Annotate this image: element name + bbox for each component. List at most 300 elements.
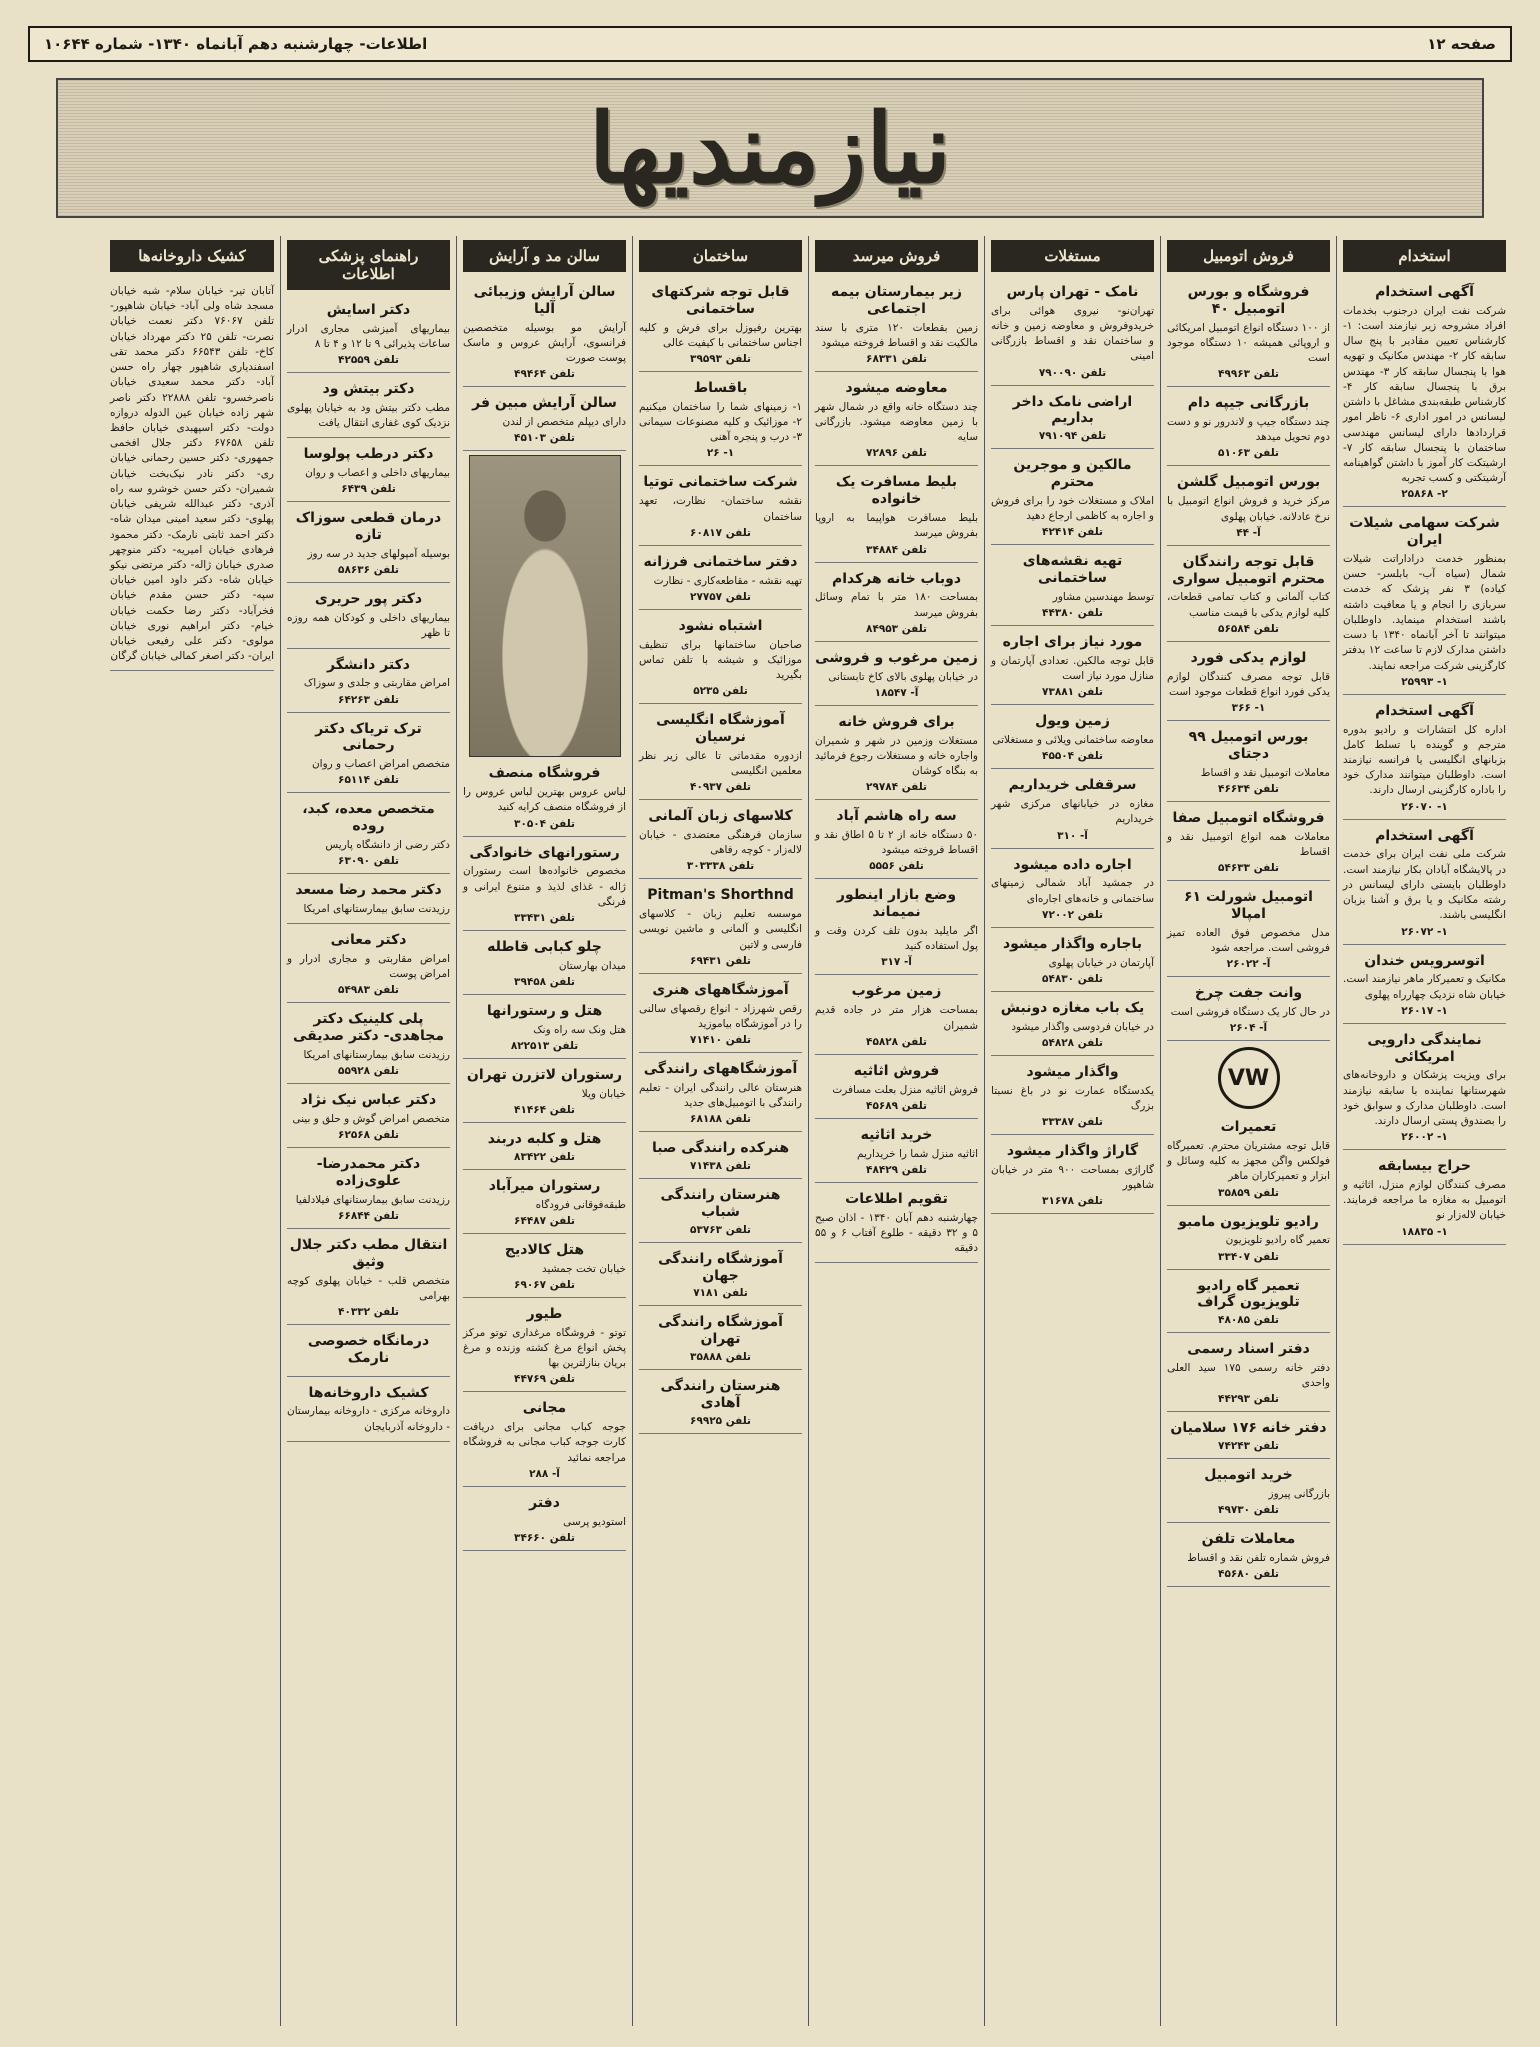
classified-ad: [815, 804, 978, 879]
ad-phone: تلفن ۷۲۰۰۲: [1042, 908, 1103, 921]
ad-body: بیماریهای داخلی و اعصاب و روان: [305, 467, 450, 480]
ad-title: دفتر ساختمانی فرزانه: [643, 553, 798, 570]
newspaper-page: [28, 26, 1512, 2026]
ad-title: آگهی استخدام: [1375, 702, 1474, 719]
classified-ad: [991, 853, 1154, 928]
ad-title: هنرستان رانندگی آهادی: [660, 1377, 781, 1411]
ad-title: بلیط مسافرت یک خانواده: [835, 474, 958, 508]
ad-title: چلو کبابی قاطله: [487, 938, 602, 955]
ad-title: سه راه هاشم آباد: [836, 808, 957, 825]
ad-title: دکتر پور حریری: [314, 591, 423, 608]
classified-ad: [1167, 391, 1330, 466]
classified-ad: [287, 587, 450, 648]
classified-ad: [991, 630, 1154, 705]
ad-title: اشتباه نشود: [678, 617, 763, 634]
ad-phone: تلفن ۶۹۰۶۷: [514, 1278, 575, 1291]
ad-body: مصرف کنندگان لوازم منزل، اثاثیه و اتومبیل به مغازه ما مراجعه فرمایند. خیابان لاله‌زار نو: [1343, 1179, 1506, 1222]
ad-title: زمین ویول: [1035, 713, 1110, 730]
column-heading: مستغلات: [991, 240, 1154, 272]
classified-ad: [287, 1329, 450, 1377]
ad-phone: تلفن ۳۴۸۸۴: [866, 543, 927, 556]
ad-body: در جمشید آباد شمالی زمینهای ساختمانی و خانه‌های اجاره‌ای: [991, 877, 1154, 905]
classified-ad: [1167, 1527, 1330, 1587]
ad-title: وانت جفت چرخ: [1194, 985, 1303, 1002]
ad-title: واگذار میشود: [1026, 1063, 1119, 1080]
classified-column: [104, 236, 280, 2026]
classified-ad: [1167, 550, 1330, 642]
classified-ad: [639, 1374, 802, 1434]
classified-ad: [287, 442, 450, 502]
classified-ad: [1343, 824, 1506, 945]
ad-title: رستوران میرآباد: [488, 1177, 601, 1194]
ad-title: هتل و کلبه دربند: [487, 1131, 602, 1147]
ad-title: پلی کلینیک دکتر مجاهدی- دکتر صدیقی: [292, 1011, 445, 1045]
ad-title: آموزشگاه انگلیسی نرسیان: [656, 712, 785, 745]
classified-ad: [815, 1123, 978, 1183]
ad-title: انتقال مطب دکتر جلال وثیق: [289, 1237, 448, 1270]
classified-ad: [287, 298, 450, 373]
ad-title: تعمیرات: [1220, 1119, 1277, 1136]
ad-phone: تلفن ۷۱۴۳۸: [690, 1160, 751, 1173]
ad-phone: تلفن ۴۶۶۳۴: [1218, 782, 1279, 795]
ad-body: بهترین رفیوزل برای فرش و کلیه اجناس ساختمانی با کیفیت عالی: [639, 321, 802, 349]
ad-phone: تلفن ۷۹۰۰۹۰: [1038, 366, 1107, 379]
ad-title: زیر بیمارستان بیمه اجتماعی: [831, 284, 962, 317]
classified-ad: [287, 797, 450, 874]
ad-phone: ۲- ۲۵۸۶۸: [1401, 488, 1448, 501]
ad-phone: ۱- ۱۸۸۳۵: [1401, 1225, 1448, 1238]
classified-ad: [991, 1139, 1154, 1214]
ad-title: بازرگانی جیپه دام: [1187, 395, 1310, 412]
classified-ad: [639, 1136, 802, 1179]
ad-title: دکتر درطب پولوسا: [303, 446, 434, 463]
classified-ad: [287, 1381, 450, 1442]
ad-title: درمان قطعی سوزاک تازه: [295, 510, 442, 544]
ad-phone: ۱- ۲۶: [706, 447, 735, 460]
ad-title: دکتر بیتش ود: [322, 381, 415, 398]
classified-ad: [815, 470, 978, 562]
ad-phone: تلفن ۳۳۳۸۷: [1042, 1116, 1103, 1129]
ad-body: استودیو پرسی: [563, 1515, 626, 1528]
ad-phone: تلفن ۷۲۸۹۶: [866, 447, 927, 460]
ad-body: دارای دیپلم متخصص از لندن: [502, 416, 626, 429]
classified-ad: [1167, 1416, 1330, 1459]
ad-title: خرید اتومبیل: [1204, 1467, 1293, 1484]
classified-ad: [463, 999, 626, 1059]
ad-body: دکتر رضی از دانشگاه پاریس: [325, 838, 450, 851]
ad-body: چند دستگاه جیپ و لاندرور نو و دست دوم تحویل میدهد: [1167, 416, 1330, 444]
column-heading: استخدام: [1343, 240, 1506, 272]
page-header: [28, 26, 1512, 62]
ad-body: چهارشنبه دهم آبان ۱۳۴۰ - اذان صبح ۵ و ۳۲ دقیقه - طلوع آفتاب ۶ و ۵۵ دقیقه: [815, 1211, 978, 1254]
classified-ad: [815, 646, 978, 706]
ad-body: توسط مهندسین مشاور: [1052, 590, 1154, 603]
ad-title: هنرکده رانندگی صبا: [651, 1140, 790, 1157]
ad-title: دکتر معانی: [330, 932, 407, 949]
ad-body: نقشه ساختمان- نظارت، تعهد ساختمان: [639, 495, 802, 523]
ad-title: آموزشگاه رانندگی جهان: [658, 1250, 783, 1284]
ad-body: خیابان تخت جمشید: [542, 1262, 626, 1275]
ad-body: آپارتمان در خیابان پهلوی: [1048, 956, 1154, 969]
ad-phone: آ- ۴۴: [1236, 526, 1261, 539]
ad-title: مالکین و موجرین محترم: [1013, 457, 1132, 491]
ad-phone: تلفن ۴۸۴۲۹: [866, 1163, 927, 1176]
classified-ad: [991, 549, 1154, 626]
classified-column: [1336, 236, 1512, 2026]
classified-ad: [1167, 1463, 1330, 1523]
column-heading: سالن مد و آرایش: [463, 240, 626, 272]
ad-phone: تلفن ۲۷۷۵۷: [690, 590, 751, 603]
ad-body: زمین بقطعات ۱۲۰ متری با سند مالکیت نقد و اقساط فروخته میشود: [815, 321, 978, 349]
classified-ad: [815, 567, 978, 642]
ad-body: بیماریهای آمیزشی مجاری ادرار ساعات پذیرائی ۹ تا ۱۲ و ۴ تا ۸: [287, 322, 450, 351]
classified-ad: [1167, 981, 1330, 1041]
ad-title: دفتر اسناد رسمی: [1187, 1341, 1310, 1358]
classified-ad: [639, 1183, 802, 1243]
classified-ad: [463, 280, 626, 387]
classified-column: [632, 236, 808, 2026]
ad-body: امراض مقاربتی و جلدی و سوزاک: [303, 677, 450, 690]
ad-phone: تلفن ۳۰۳۳۳۸: [686, 860, 755, 873]
ad-phone: تلفن ۴۱۴۶۴: [514, 1104, 575, 1116]
ad-phone: تلفن ۵۴۹۸۳: [338, 984, 399, 997]
ad-phone: تلفن ۶۴۳۹: [341, 483, 396, 496]
ad-phone: تلفن ۳۹۵۹۳: [690, 353, 751, 366]
ad-body: یکدستگاه عمارت نو در باغ نسبتا بزرگ: [991, 1084, 1154, 1112]
ad-title: هتل کالادیج: [504, 1241, 585, 1258]
ad-phone: تلفن ۶۴۴۸۷: [514, 1214, 575, 1227]
ad-body: بوسیله آمپولهای جدید در سه روز: [307, 548, 450, 561]
ad-title: حراج بیسابقه: [1378, 1158, 1471, 1175]
ad-title: تهیه نقشه‌های ساختمانی: [1022, 553, 1123, 587]
classified-ad: [287, 878, 450, 924]
ad-title: وضع بازار اینطور نمیماند: [836, 887, 957, 921]
ad-phone: تلفن ۵۴۸۲۸: [1042, 1036, 1103, 1049]
ad-body: قابل توجه مصرف کنندگان لوازم یدکی فورد انواع قطعات موجود است: [1167, 670, 1330, 698]
ad-phone: تلفن ۷۴۲۴۳: [1218, 1440, 1279, 1453]
page-label: صفحه ۱۲: [1427, 35, 1496, 53]
ad-title: مجانی: [522, 1400, 567, 1417]
ad-body: تهیه نقشه - مقاطعه‌کاری - نظارت: [653, 574, 802, 587]
classified-ad: [639, 614, 802, 704]
ad-body: شرکت ملی نفت ایران برای خدمت در پالایشگاه آبادان بکار نیازمند است. داوطلبان بایستی دارای لیسانس در رشته مکانیک و یا برق و آشنا بزبان انگلیسی باشند.: [1343, 848, 1506, 922]
ad-title: دکتر دانشگر: [327, 656, 410, 673]
ad-body: بمنظور خدمت دراداراتت شیلات شمال (سیاه آب- بابلسر- حسن کیاده) ۳ نفر پزشک که خدمت سربازی را انجام و یا معافیت داشته باشند استخدام مینماید. داوطلبان میتوانند تا آخر آبانماه ۱۳۴۰ با دست داشتن مدارک لازم تا ساعت ۱۲ بدفتر کارگزینی شرکت مراجعه نمایند.: [1343, 553, 1507, 672]
ad-body: متخصص امراض اعصاب و روان: [311, 758, 450, 771]
classified-ad: [287, 1007, 450, 1084]
ad-phone: تلفن ۶۰۸۱۷: [690, 526, 751, 539]
ad-body: معاملات همه انواع اتومبیل نقد و اقساط: [1167, 830, 1330, 858]
ad-title: تعمیر گاه رادیو تلویزیون گراف: [1197, 1277, 1300, 1311]
ad-body: چند دستگاه خانه واقع در شمال شهر با زمین معاوضه میشود. بازرگانی سایه: [815, 400, 978, 444]
ad-body: هتل ونک سه راه ونک: [533, 1023, 626, 1036]
ad-body: فروش اثاثیه منزل بعلت مسافرت: [832, 1083, 978, 1096]
classified-ad: [463, 1063, 626, 1123]
ad-title: اراضی نامک داخر بداریم: [1012, 393, 1133, 427]
ad-title: باقساط: [693, 380, 748, 397]
classified-ad: [463, 841, 626, 931]
ad-body: صاحبان ساختمانها برای تنظیف موزائیک و شیشه با تلفن تماس بگیرید: [639, 638, 802, 681]
classified-ad: [463, 1174, 626, 1234]
classified-ad: [1167, 1337, 1330, 1412]
ad-phone: تلفن ۴۹۹۶۳: [1218, 368, 1279, 381]
classified-ad: [815, 1187, 978, 1263]
ad-body: متخصص قلب - خیابان پهلوی کوچه بهرامی: [287, 1274, 450, 1302]
ad-title: خرید اثاثیه: [860, 1126, 933, 1143]
ad-phone: تلفن ۵۴۶۳۳: [1218, 862, 1279, 875]
ad-phone: تلفن ۳۳۴۰۷: [1218, 1250, 1279, 1263]
ad-title: شرکت ساختمانی توتیا: [643, 474, 798, 491]
ad-phone: تلفن ۴۲۴۱۴: [1042, 526, 1103, 539]
ad-phone: آ- ۳۱۷: [881, 956, 912, 969]
column-heading: کشیک داروخانه‌ها: [110, 240, 274, 272]
ad-title: باجاره واگذار میشود: [1002, 935, 1143, 952]
ad-body: معاوضه ساختمانی ویلائی و مستغلاتی: [992, 734, 1154, 747]
ad-body: آرایش مو بوسیله متخصصین فرانسوی، آرایش عروس و ماسک پوست صورت: [463, 321, 626, 365]
ad-body: موسسه تعلیم زبان - کلاسهای انگلیسی و آلمانی و ماشین نویسی فارسی و لاتین: [639, 908, 802, 951]
classified-ad: [991, 280, 1154, 386]
ad-title: هنرستان رانندگی شباب: [660, 1187, 781, 1220]
ad-body: اگر مایلید بدون تلف کردن وقت و پول استفاده کنید: [815, 925, 978, 953]
ad-phone: تلفن ۸۴۹۵۳: [866, 622, 927, 635]
ad-body: متخصص امراض گوش و حلق و بینی: [292, 1113, 450, 1126]
ad-phone: تلفن ۶۳۰۹۰: [338, 855, 399, 868]
classified-ad: [991, 996, 1154, 1056]
classified-ad: [1343, 949, 1506, 1024]
ad-body: قابل توجه مشتریان محترم. تعمیرگاه فولکس واگن مجهز به کلیه وسائل و ابزار و تعمیرکاران ماهر: [1167, 1139, 1330, 1183]
ad-title: آموزشگاههای رانندگی: [643, 1061, 798, 1078]
classified-ad: [1343, 1154, 1506, 1244]
ad-body: تعمیر گاه رادیو تلویزیون: [1225, 1234, 1330, 1247]
classified-ad: [991, 453, 1154, 545]
ad-phone: تلفن ۴۵۶۸۹: [866, 1099, 927, 1112]
classified-ad: [639, 708, 802, 800]
classified-ad: [639, 883, 802, 973]
ad-phone: آ- ۲۶۰۴: [1229, 1022, 1268, 1035]
ad-body: از ۱۰۰ دستگاه انواع اتومبیل امریکائی و اروپائی همیشه ۱۰ دستگاه موجود است: [1167, 321, 1330, 365]
ad-title: بورس اتومبیل گلشن: [1176, 474, 1321, 491]
masthead-title: نیازمندیها: [588, 91, 952, 205]
ad-body: دفتر خانه رسمی ۱۷۵ سید العلی واحدی: [1167, 1361, 1330, 1390]
ad-phone: تلفن ۶۴۲۶۳: [338, 693, 399, 706]
ad-body: قابل توجه مالکین. تعدادی آپارتمان و منازل مورد نیاز است: [991, 654, 1154, 683]
ad-title: دفتر: [529, 1494, 560, 1511]
ad-title: برای فروش خانه: [838, 713, 955, 730]
ad-body: معاملات اتومبیل نقد و اقساط: [1200, 766, 1330, 779]
ad-phone: تلفن ۶۲۵۶۸: [338, 1129, 399, 1142]
ad-title: رادیو تلویزیون مامبو: [1178, 1213, 1319, 1230]
ad-title: قابل توجه رانندگان محترم اتومبیل سواری: [1172, 553, 1325, 587]
ad-phone: ۱- ۳۶۶: [1231, 701, 1266, 714]
ad-title: مورد نیاز برای اجاره: [1002, 634, 1143, 651]
classified-ad: [287, 377, 450, 438]
ad-phone: تلفن ۵۸۶۳۶: [338, 564, 399, 577]
ad-phone: تلفن ۵۳۷۶۳: [690, 1223, 751, 1236]
classified-ad: [639, 1057, 802, 1132]
ad-phone: تلفن ۵۴۸۳۰: [1042, 972, 1103, 985]
ad-body: جوجه کباب مجانی برای دریافت کارت جوجه کباب مجانی به فروشگاه مراجعه نمائید: [463, 1421, 626, 1464]
classified-ad: [639, 1310, 802, 1370]
ad-title: درمانگاه خصوصی نارمک: [307, 1333, 430, 1366]
ad-title: آگهی استخدام: [1375, 827, 1474, 844]
ad-phone: تلفن ۶۹۴۳۱: [690, 954, 751, 967]
column-heading: ساختمان: [639, 240, 802, 272]
ad-body: داروخانه مرکزی - داروخانه بیمارستان - داروخانه آذربایجان: [287, 1405, 450, 1433]
ad-phone: ۱- ۲۶۰۷۲: [1401, 925, 1448, 938]
ad-phone: تلفن ۷۹۱۰۹۴: [1038, 430, 1107, 443]
ad-phone: تلفن ۴۴۳۸۰: [1042, 607, 1103, 620]
ad-title: Pitman's Shorthnd: [647, 887, 794, 904]
classified-ad: [815, 710, 978, 800]
ad-body: ۵۰ دستگاه خانه از ۲ تا ۵ اطاق نقد و اقساط فروخته میشود: [815, 829, 979, 857]
ad-body: آتابان تیر- خیابان سلام- شبه خیابان مسجد شاه ولی آباد- خیابان شاهپور- تلفن ۷۶۰۶۷ دکتر نعمت خیابان نصرت- تلفن ۲۵ دکتر مهرداد خیابان کاخ- تلفن ۶۶۵۴۳ دکتر محمد تقی اسفندیاری شاهپور چهار راه حسن آباد- دکتر محمد سعیدی خیابان ناصرخسرو- تلفن ۲۲۸۸۸ دکتر ناصر شهر زاده خیابان عین الدوله دروازه دولت- دکتر اسپهبدی خیابان حافظ تلفن ۶۷۶۵۸ دکتر جلال افخمی جمهوری- دکتر حسین رحمانی خیابان ری- دکتر نادر نیک‌بخت خیابان شمیران- دکتر حسن خوشرو سه راه آذری- دکتر عبدالله شریفی خیابان پهلوی- دکتر سعید امینی میدان شاه- دکتر احمد ثابتی نارمک- دکتر محمود فرهادی خیابان امیریه- دکتر منوچهر صدری خیابان ژاله- دکتر مرتضی نیکو خیابان شاه- دکتر داود امین خیابان سپه- دکتر حسن مقدم خیابان فخرآباد- دکتر رضا حکمت خیابان خیام- دکتر ابراهیم نوری خیابان مولوی- دکتر علی رفیعی خیابان ایران- دکتر اصغر کمالی خیابان گرگان: [110, 285, 274, 663]
classified-ad: [463, 1238, 626, 1298]
ad-title: زمین مرغوب: [851, 983, 942, 1000]
classified-ad: [639, 978, 802, 1053]
classified-column: [1160, 236, 1336, 2026]
ad-phone: تلفن ۶۸۳۳۱: [866, 353, 927, 366]
classified-ad: [1343, 280, 1506, 507]
ad-phone: تلفن ۵۱۰۶۳: [1218, 447, 1279, 460]
classified-ad: [639, 280, 802, 372]
ad-title: معاوضه میشود: [845, 380, 948, 397]
ad-phone: تلفن ۶۹۹۲۵: [690, 1414, 751, 1427]
classified-ad: [815, 280, 978, 372]
classified-ad: [287, 928, 450, 1003]
ad-title: کشیک داروخانه‌ها: [308, 1384, 429, 1401]
classified-column: [984, 236, 1160, 2026]
classified-ad: [463, 1396, 626, 1486]
ad-phone: آ- ۳۱۰: [1057, 829, 1088, 842]
classified-ad: [287, 1152, 450, 1229]
ad-body: خیابان ویلا: [581, 1087, 626, 1100]
ad-phone: تلفن ۷۱۴۱۰: [690, 1034, 751, 1047]
ad-body: بیماریهای داخلی و کودکان همه روزه تا ظهر: [287, 612, 450, 640]
ad-body: گاراژی بمساحت ۹۰۰ متر در خیابان شاهپور: [991, 1163, 1154, 1192]
ad-phone: تلفن ۴۹۷۳۰: [1218, 1504, 1279, 1517]
ad-phone: ۱- ۲۶۰۱۷: [1401, 1004, 1448, 1017]
ad-phone: تلفن ۶۵۱۱۴: [338, 774, 399, 787]
ad-title: تقویم اطلاعات: [845, 1190, 948, 1207]
ad-body: در خیابان فردوسی واگذار میشود: [1011, 1020, 1154, 1033]
classified-ad: [1167, 1115, 1330, 1205]
ad-body: بمساحت هزار متر در جاده قدیم شمیران: [815, 1004, 978, 1032]
ad-body: توتو - فروشگاه مرغداری توتو مرکز پخش انواع مرغ کشته وزنده و مرغ بریان بنازلترین بها: [463, 1326, 626, 1370]
ad-title: نمایندگی دارویی امریکائی: [1367, 1031, 1482, 1065]
ad-body: امراض مقاربتی و مجاری ادرار و امراض پوست: [287, 952, 450, 981]
classified-ad: [815, 979, 978, 1054]
ad-title: دکتر عباس نیک نژاد: [300, 1092, 437, 1109]
classified-ad: [1343, 699, 1506, 820]
classified-ad: [1167, 885, 1330, 977]
classified-ad: [287, 1088, 450, 1148]
ad-body: میدان بهارستان: [558, 959, 626, 972]
ad-phone: تلفن ۳۱۶۷۸: [1042, 1195, 1103, 1208]
ad-title: اتوسرویس خندان: [1364, 952, 1485, 969]
ad-body: تهران‌نو- نیروی هوائی برای خریدوفروش و معاوضه زمین و خانه و ساختمان نقد و اقساط بازرگانی امینی: [991, 304, 1154, 363]
classified-ad: [463, 935, 626, 995]
classified-ad: [463, 1302, 626, 1392]
classified-ad: [463, 391, 626, 451]
classified-ad: [639, 470, 802, 545]
column-heading: راهنمای پزشکی اطلاعات: [287, 240, 450, 290]
ad-title: معاملات تلفن: [1201, 1531, 1296, 1548]
ad-phone: تلفن ۴۰۳۳۲: [338, 1306, 399, 1319]
ad-phone: تلفن ۵۶۵۸۴: [1218, 622, 1279, 635]
ad-body: اثاثیه منزل شما را خریداریم: [857, 1147, 978, 1160]
ad-body: فروش شماره تلفن نقد و اقساط: [1187, 1551, 1330, 1564]
classified-ad: [463, 1491, 626, 1551]
ad-phone: تلفن ۴۵۱۰۳: [514, 432, 575, 445]
classified-column: [808, 236, 984, 2026]
ad-title: یک باب مغازه دونبش: [1000, 999, 1145, 1016]
ad-title: دوباب خانه هرکدام: [831, 570, 961, 587]
ad-body: طبقه‌فوقانی فرودگاه: [535, 1198, 626, 1211]
classified-column: [280, 236, 456, 2026]
ad-phone: تلفن ۴۴۲۹۳: [1218, 1393, 1279, 1406]
ad-body: املاک و مستغلات خود را برای فروش و اجاره به کاظمی ارجاع دهید: [991, 494, 1154, 523]
ad-body: ۱- زمینهای شما را ساختمان میکنیم ۲- موزائیک و کلیه مصنوعات سیمانی ۳- درب و پنجره آهنی: [639, 400, 802, 444]
column-heading: فروش میرسد: [815, 240, 978, 272]
ad-phone: تلفن ۲۹۷۸۴: [866, 781, 927, 794]
ad-title: نامک - تهران پارس: [1006, 284, 1139, 300]
classified-ad: [639, 1247, 802, 1307]
ad-title: فروشگاه منصف: [488, 765, 601, 782]
masthead-banner: [56, 78, 1484, 218]
ad-phone: تلفن ۸۳۴۲۲: [514, 1150, 575, 1163]
ad-title: رستورانهای خانوادگی: [469, 844, 620, 861]
ad-title: متخصص معده، کبد، روده: [302, 801, 435, 835]
ad-body: کتاب آلمانی و کتاب تمامی قطعات، کلیه لوازم یدکی با قیمت مناسب: [1167, 591, 1330, 619]
ad-phone: ۱- ۲۵۹۹۳: [1401, 675, 1448, 688]
ad-body: در حال کار یک دستگاه فروشی است: [1170, 1005, 1330, 1018]
ad-body: مغازه در خیابانهای مرکزی شهر خریداریم: [991, 798, 1154, 826]
classified-ad: [991, 1060, 1154, 1135]
classified-ad: [287, 717, 450, 794]
bride-photo: [469, 455, 621, 757]
ad-title: دکتر محمد رضا مسعد: [295, 882, 442, 899]
ad-phone: تلفن ۳۴۶۶۰: [514, 1531, 575, 1544]
ad-phone: تلفن ۴۵۸۲۸: [866, 1035, 927, 1048]
ad-title: آگهی استخدام: [1375, 284, 1474, 300]
ad-body: رزیدنت سابق بیمارستانهای فیلادلفیا: [295, 1193, 450, 1206]
ad-phone: تلفن ۶۶۸۴۴: [338, 1210, 399, 1223]
classified-ad: [815, 1059, 978, 1119]
ad-phone: تلفن ۴۸۰۸۵: [1218, 1314, 1279, 1327]
ad-phone: تلفن ۳۵۸۸۸: [690, 1350, 751, 1363]
ad-title: دکتر اسایش: [326, 302, 411, 318]
ad-title: قابل توجه شرکتهای ساختمانی: [651, 284, 790, 317]
ad-title: دفتر خانه ۱۷۶ سلامیان: [1170, 1420, 1327, 1437]
ad-phone: آ- ۲۶۰۲۲: [1226, 958, 1271, 971]
classified-ad: [287, 1233, 450, 1325]
ad-phone: تلفن ۴۴۷۶۹: [514, 1373, 575, 1386]
ad-title: فروشگاه و بورس اتومبیل ۴۰: [1187, 284, 1310, 317]
ad-body: مستغلات وزمین در شهر و شمیران واجاره خانه و مستغلات رجوع فرمائید به بنگاه کوشان: [815, 734, 978, 777]
ad-phone: تلفن ۴۹۴۶۴: [514, 368, 575, 381]
classified-ad: [1167, 1210, 1330, 1270]
ad-body: مخصوص خانواده‌ها است رستوران ژاله - غذای لذیذ و متنوع ایرانی و فرنگی: [463, 865, 626, 908]
ad-phone: تلفن ۷۱۸۱: [693, 1287, 748, 1300]
classified-ad: [991, 773, 1154, 848]
ad-phone: تلفن ۴۵۶۸۰: [1218, 1568, 1279, 1581]
classified-ad: [1343, 1028, 1506, 1150]
classified-ad: [110, 280, 274, 671]
classified-ad: [815, 376, 978, 466]
ad-phone: ۱- ۲۶۰۷۰: [1401, 800, 1448, 813]
ad-title: سالن آرایش مبین فر: [472, 395, 617, 412]
ad-body: مطب دکتر بیتش ود به خیابان پهلوی نزدیک کوی غفاری انتقال یافت: [287, 402, 450, 430]
